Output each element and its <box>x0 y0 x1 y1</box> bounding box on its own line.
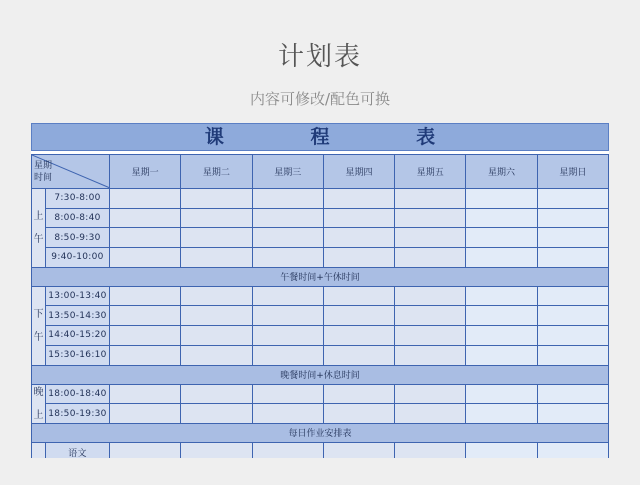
schedule-cell[interactable] <box>181 228 252 248</box>
day-header: 星期三 <box>252 155 323 189</box>
schedule-cell[interactable] <box>395 306 466 326</box>
time-slot-label: 18:50-19:30 <box>46 404 110 424</box>
time-slot-row <box>32 208 609 228</box>
schedule-cell[interactable] <box>181 345 252 365</box>
time-slot-label: 8:50-9:30 <box>46 228 110 248</box>
schedule-cell[interactable] <box>466 248 537 268</box>
schedule-cell[interactable] <box>537 404 608 424</box>
schedule-cell[interactable] <box>323 306 394 326</box>
period-label: 晚 上 <box>32 384 46 423</box>
separator-label: 午餐时间+午休时间 <box>32 267 609 286</box>
corner-header <box>32 155 110 189</box>
schedule-cell[interactable] <box>537 384 608 404</box>
time-slot-label: 9:40-10:00 <box>46 248 110 268</box>
schedule-cell[interactable] <box>110 248 181 268</box>
schedule-cell[interactable] <box>395 208 466 228</box>
day-header: 星期一 <box>110 155 181 189</box>
schedule-cell[interactable] <box>395 286 466 306</box>
separator-row <box>32 267 609 286</box>
schedule-cell[interactable] <box>537 248 608 268</box>
corner-label-time: 时间 <box>34 173 53 183</box>
schedule-cell[interactable] <box>395 248 466 268</box>
page-title: 计划表 <box>277 42 362 72</box>
period-label: 下 午 <box>32 286 46 365</box>
schedule-cell[interactable] <box>466 442 537 458</box>
schedule-cell[interactable] <box>110 208 181 228</box>
time-slot-label: 18:00-18:40 <box>46 384 110 404</box>
schedule-cell[interactable] <box>252 345 323 365</box>
schedule-cell[interactable] <box>466 384 537 404</box>
schedule-cell[interactable] <box>110 442 181 458</box>
schedule-cell[interactable] <box>466 326 537 346</box>
time-slot-label: 13:50-14:30 <box>46 306 110 326</box>
schedule-cell[interactable] <box>181 404 252 424</box>
schedule-cell[interactable] <box>323 286 394 306</box>
schedule-cell[interactable] <box>537 345 608 365</box>
schedule-cell[interactable] <box>323 248 394 268</box>
separator-row <box>32 423 609 442</box>
time-slot-row <box>32 306 609 326</box>
schedule-cell[interactable] <box>395 384 466 404</box>
schedule-cell[interactable] <box>537 306 608 326</box>
schedule-cell[interactable] <box>110 306 181 326</box>
schedule-cell[interactable] <box>466 189 537 209</box>
schedule-cell[interactable] <box>323 228 394 248</box>
time-slot-label: 8:00-8:40 <box>46 208 110 228</box>
schedule-cell[interactable] <box>537 189 608 209</box>
page-subtitle: 内容可修改/配色可换 <box>249 90 391 108</box>
schedule-cell[interactable] <box>395 404 466 424</box>
timetable <box>31 154 609 458</box>
schedule-cell[interactable] <box>252 326 323 346</box>
schedule-cell[interactable] <box>252 404 323 424</box>
separator-row <box>32 365 609 384</box>
schedule-cell[interactable] <box>181 248 252 268</box>
time-slot-row <box>32 189 609 209</box>
schedule-cell[interactable] <box>466 404 537 424</box>
time-slot-row <box>32 442 609 458</box>
schedule-cell[interactable] <box>181 442 252 458</box>
schedule-cell[interactable] <box>252 248 323 268</box>
schedule-cell[interactable] <box>181 189 252 209</box>
schedule-cell[interactable] <box>181 326 252 346</box>
schedule-cell[interactable] <box>537 208 608 228</box>
time-slot-label: 语文 <box>46 442 110 458</box>
schedule-cell[interactable] <box>110 286 181 306</box>
time-slot-row <box>32 248 609 268</box>
time-slot-label: 13:00-13:40 <box>46 286 110 306</box>
timetable-banner: 课 程 表 <box>31 123 609 151</box>
schedule-cell[interactable] <box>537 326 608 346</box>
period-label: 上 午 <box>32 189 46 268</box>
day-header: 星期六 <box>466 155 537 189</box>
day-header: 星期日 <box>537 155 608 189</box>
schedule-cell[interactable] <box>323 345 394 365</box>
schedule-cell[interactable] <box>537 228 608 248</box>
header-row <box>32 155 609 189</box>
schedule-cell[interactable] <box>252 208 323 228</box>
corner-label-weekday: 星期 <box>34 161 53 171</box>
schedule-cell[interactable] <box>181 384 252 404</box>
schedule-cell[interactable] <box>466 286 537 306</box>
timetable-sheet <box>31 123 609 458</box>
day-header: 星期四 <box>323 155 394 189</box>
schedule-cell[interactable] <box>466 345 537 365</box>
time-slot-row <box>32 326 609 346</box>
schedule-cell[interactable] <box>395 326 466 346</box>
separator-label: 每日作业安排表 <box>32 423 609 442</box>
schedule-cell[interactable] <box>323 326 394 346</box>
schedule-cell[interactable] <box>181 286 252 306</box>
schedule-cell[interactable] <box>252 189 323 209</box>
time-slot-row <box>32 228 609 248</box>
schedule-cell[interactable] <box>110 228 181 248</box>
schedule-cell[interactable] <box>110 326 181 346</box>
schedule-cell[interactable] <box>537 442 608 458</box>
schedule-cell[interactable] <box>323 208 394 228</box>
time-slot-label: 7:30-8:00 <box>46 189 110 209</box>
schedule-cell[interactable] <box>110 404 181 424</box>
schedule-cell[interactable] <box>110 345 181 365</box>
day-header: 星期二 <box>181 155 252 189</box>
schedule-cell[interactable] <box>323 189 394 209</box>
schedule-cell[interactable] <box>395 345 466 365</box>
schedule-cell[interactable] <box>181 208 252 228</box>
schedule-cell[interactable] <box>466 208 537 228</box>
schedule-cell[interactable] <box>323 404 394 424</box>
schedule-cell[interactable] <box>395 442 466 458</box>
schedule-cell[interactable] <box>537 286 608 306</box>
time-slot-row <box>32 345 609 365</box>
schedule-cell[interactable] <box>395 228 466 248</box>
schedule-cell[interactable] <box>466 228 537 248</box>
time-slot-label: 14:40-15:20 <box>46 326 110 346</box>
schedule-cell[interactable] <box>323 384 394 404</box>
schedule-cell[interactable] <box>181 306 252 326</box>
schedule-cell[interactable] <box>395 189 466 209</box>
day-header: 星期五 <box>395 155 466 189</box>
timetable-body <box>32 189 609 459</box>
schedule-cell[interactable] <box>252 286 323 306</box>
schedule-cell[interactable] <box>252 384 323 404</box>
time-slot-row <box>32 286 609 306</box>
schedule-cell[interactable] <box>323 442 394 458</box>
schedule-cell[interactable] <box>110 384 181 404</box>
schedule-cell[interactable] <box>252 306 323 326</box>
period-label <box>32 442 46 458</box>
schedule-cell[interactable] <box>252 442 323 458</box>
schedule-cell[interactable] <box>252 228 323 248</box>
time-slot-label: 15:30-16:10 <box>46 345 110 365</box>
schedule-cell[interactable] <box>110 189 181 209</box>
time-slot-row <box>32 404 609 424</box>
time-slot-row <box>32 384 609 404</box>
separator-label: 晚餐时间+休息时间 <box>32 365 609 384</box>
schedule-cell[interactable] <box>466 306 537 326</box>
